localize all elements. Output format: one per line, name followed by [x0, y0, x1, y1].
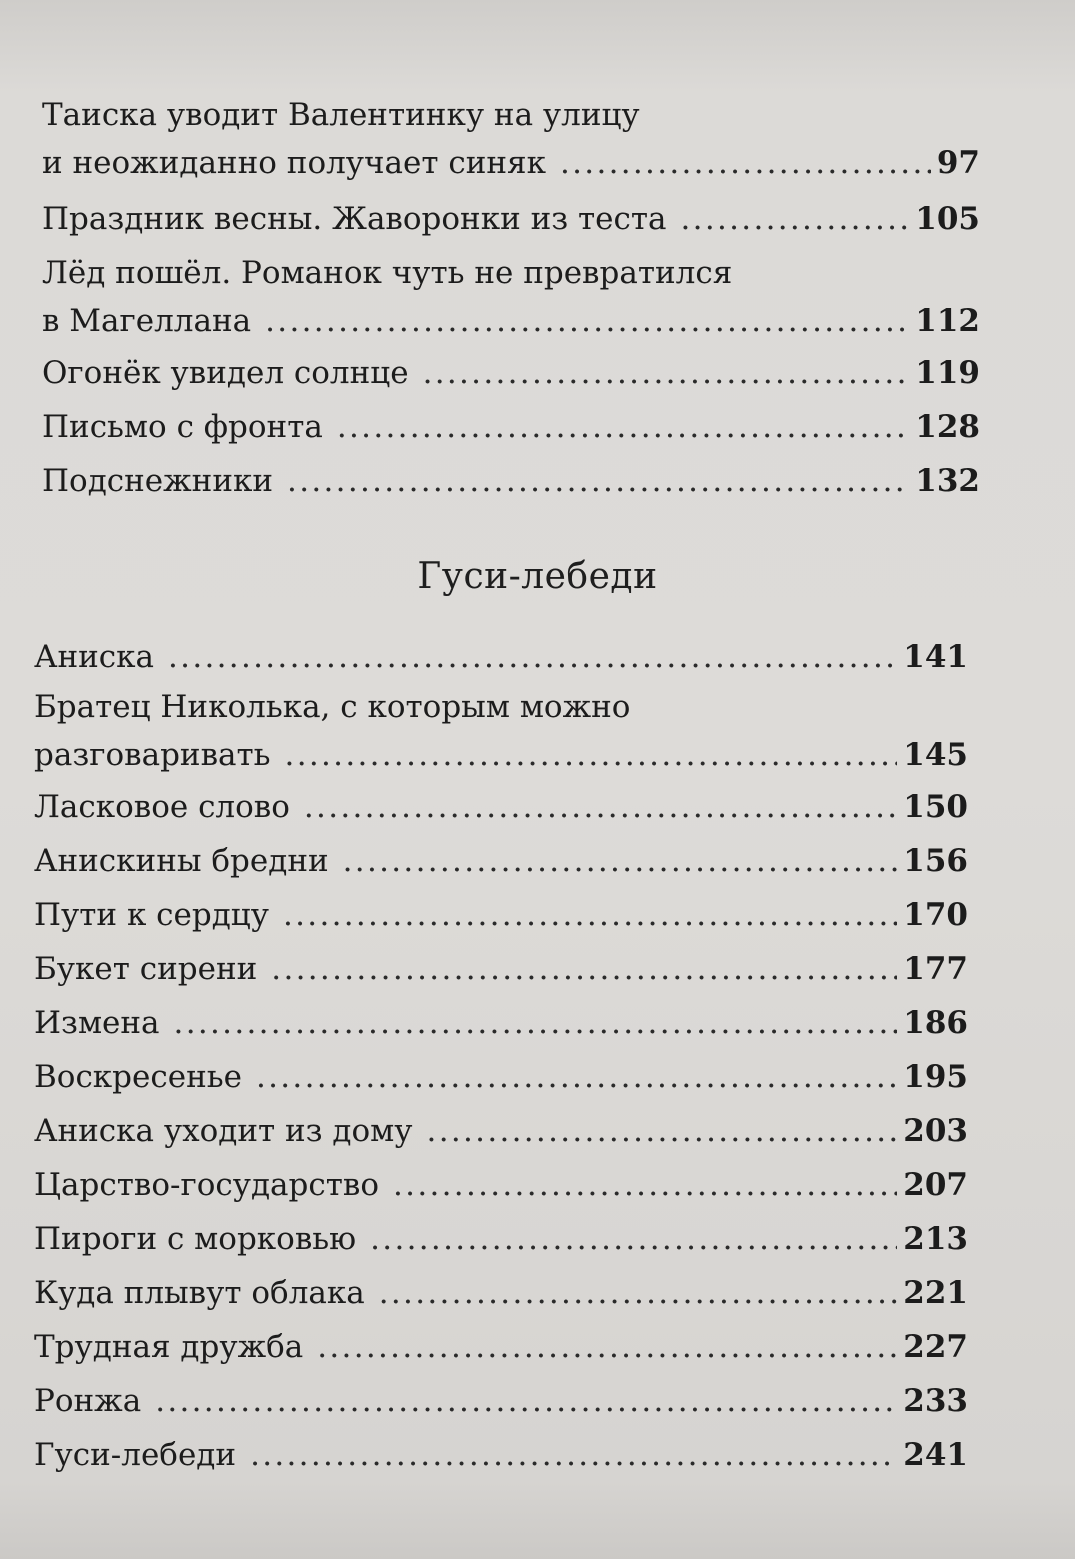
dot-leader — [265, 296, 909, 346]
dot-leader — [427, 1104, 898, 1158]
toc-entry — [34, 996, 968, 1050]
dot-leader — [317, 1320, 897, 1374]
toc-entry — [34, 1212, 968, 1266]
dot-leader — [681, 192, 910, 246]
dot-leader — [283, 888, 897, 942]
toc-entry — [42, 192, 980, 246]
dot-leader — [250, 1428, 897, 1482]
toc-entry — [34, 780, 968, 834]
dot-leader — [256, 1050, 897, 1104]
toc-entry-title: Аниска — [34, 639, 155, 675]
dot-leader — [271, 942, 897, 996]
toc-entry-title: Ласковое слово — [34, 789, 290, 825]
toc-entry-title: Пироги с морковью — [34, 1221, 357, 1257]
toc-entry-title: Пути к сердцу — [34, 897, 269, 933]
toc-entry-page: 156 — [903, 843, 968, 879]
dot-leader — [343, 834, 898, 888]
toc-entry-title-line1: Братец Николька, с которым можно — [34, 689, 631, 725]
toc-entry-title-line1: Таиска уводит Валентинку на улицу — [42, 97, 640, 133]
toc-entry-page: 112 — [915, 303, 980, 339]
toc-entry-title: Огонёк увидел солнце — [42, 355, 409, 391]
toc-entry-title: Измена — [34, 1005, 160, 1041]
toc-entry — [34, 1374, 968, 1428]
toc-entry-page: 105 — [915, 201, 980, 237]
toc-entry — [42, 92, 980, 188]
toc-entry-title: Ронжа — [34, 1383, 142, 1419]
toc-entry-title: Анискины бредни — [34, 843, 329, 879]
toc-entry-title-line1: Лёд пошёл. Романок чуть не превратился — [42, 255, 733, 291]
toc-entry-title: и неожиданно получает синяк — [42, 145, 546, 181]
toc-entry-page: 227 — [903, 1329, 968, 1365]
toc-entry-title: Букет сирени — [34, 951, 258, 987]
toc-entry — [34, 888, 968, 942]
toc-entry — [34, 1428, 968, 1482]
toc-entry-page: 221 — [903, 1275, 968, 1311]
toc-entry-page: 141 — [903, 639, 968, 675]
dot-leader — [379, 1266, 898, 1320]
toc-entry-page: 233 — [903, 1383, 968, 1419]
toc-entry — [34, 1320, 968, 1374]
toc-entry-page: 132 — [915, 463, 980, 499]
toc-entry-title: Воскресенье — [34, 1059, 242, 1095]
toc-entry — [34, 1104, 968, 1158]
toc-entry-page: 150 — [903, 789, 968, 825]
dot-leader — [337, 400, 909, 454]
toc-entry — [34, 834, 968, 888]
toc-entry-page: 119 — [915, 355, 980, 391]
toc-entry — [42, 250, 980, 346]
toc-entry-page: 203 — [903, 1113, 968, 1149]
dot-leader — [370, 1212, 897, 1266]
toc-entry-title: Праздник весны. Жаворонки из теста — [42, 201, 667, 237]
toc-entry — [34, 1050, 968, 1104]
toc-entry — [34, 1266, 968, 1320]
toc-entry — [42, 400, 980, 454]
toc-entry-page: 128 — [915, 409, 980, 445]
dot-leader — [285, 730, 898, 780]
dot-leader — [168, 630, 897, 684]
toc-entry-title: Царство-государство — [34, 1167, 380, 1203]
toc-entry-title: Письмо с фронта — [42, 409, 323, 445]
toc-section-2 — [34, 630, 968, 1482]
toc-entry-page: 195 — [903, 1059, 968, 1095]
toc-entry-page: 213 — [903, 1221, 968, 1257]
dot-leader — [287, 454, 909, 508]
toc-entry — [42, 346, 980, 400]
section-heading: Гуси-лебеди — [417, 556, 658, 597]
toc-entry-page: 241 — [903, 1437, 968, 1473]
toc-entry-page: 145 — [903, 737, 968, 773]
toc-entry — [34, 684, 968, 780]
dot-leader — [423, 346, 910, 400]
toc-entry-title: в Магеллана — [42, 303, 252, 339]
toc-entry-title: Аниска уходит из дому — [34, 1113, 413, 1149]
toc-entry-title: Гуси-лебеди — [34, 1437, 237, 1473]
toc-section-1 — [42, 92, 980, 508]
toc-entry-page: 207 — [903, 1167, 968, 1203]
toc-entry-page: 177 — [903, 951, 968, 987]
dot-leader — [174, 996, 898, 1050]
dot-leader — [155, 1374, 897, 1428]
toc-entry — [34, 942, 968, 996]
toc-entry — [34, 1158, 968, 1212]
toc-entry — [34, 630, 968, 684]
dot-leader — [393, 1158, 897, 1212]
toc-entry-title: разговаривать — [34, 737, 271, 773]
toc-entry-title: Подснежники — [42, 463, 274, 499]
toc-entry-title: Трудная дружба — [34, 1329, 304, 1365]
toc-entry-title: Куда плывут облака — [34, 1275, 365, 1311]
toc-entry-page: 170 — [903, 897, 968, 933]
toc-entry-page: 97 — [936, 145, 980, 181]
dot-leader — [304, 780, 897, 834]
toc-entry-page: 186 — [903, 1005, 968, 1041]
toc-entry — [42, 454, 980, 508]
dot-leader — [560, 138, 931, 188]
